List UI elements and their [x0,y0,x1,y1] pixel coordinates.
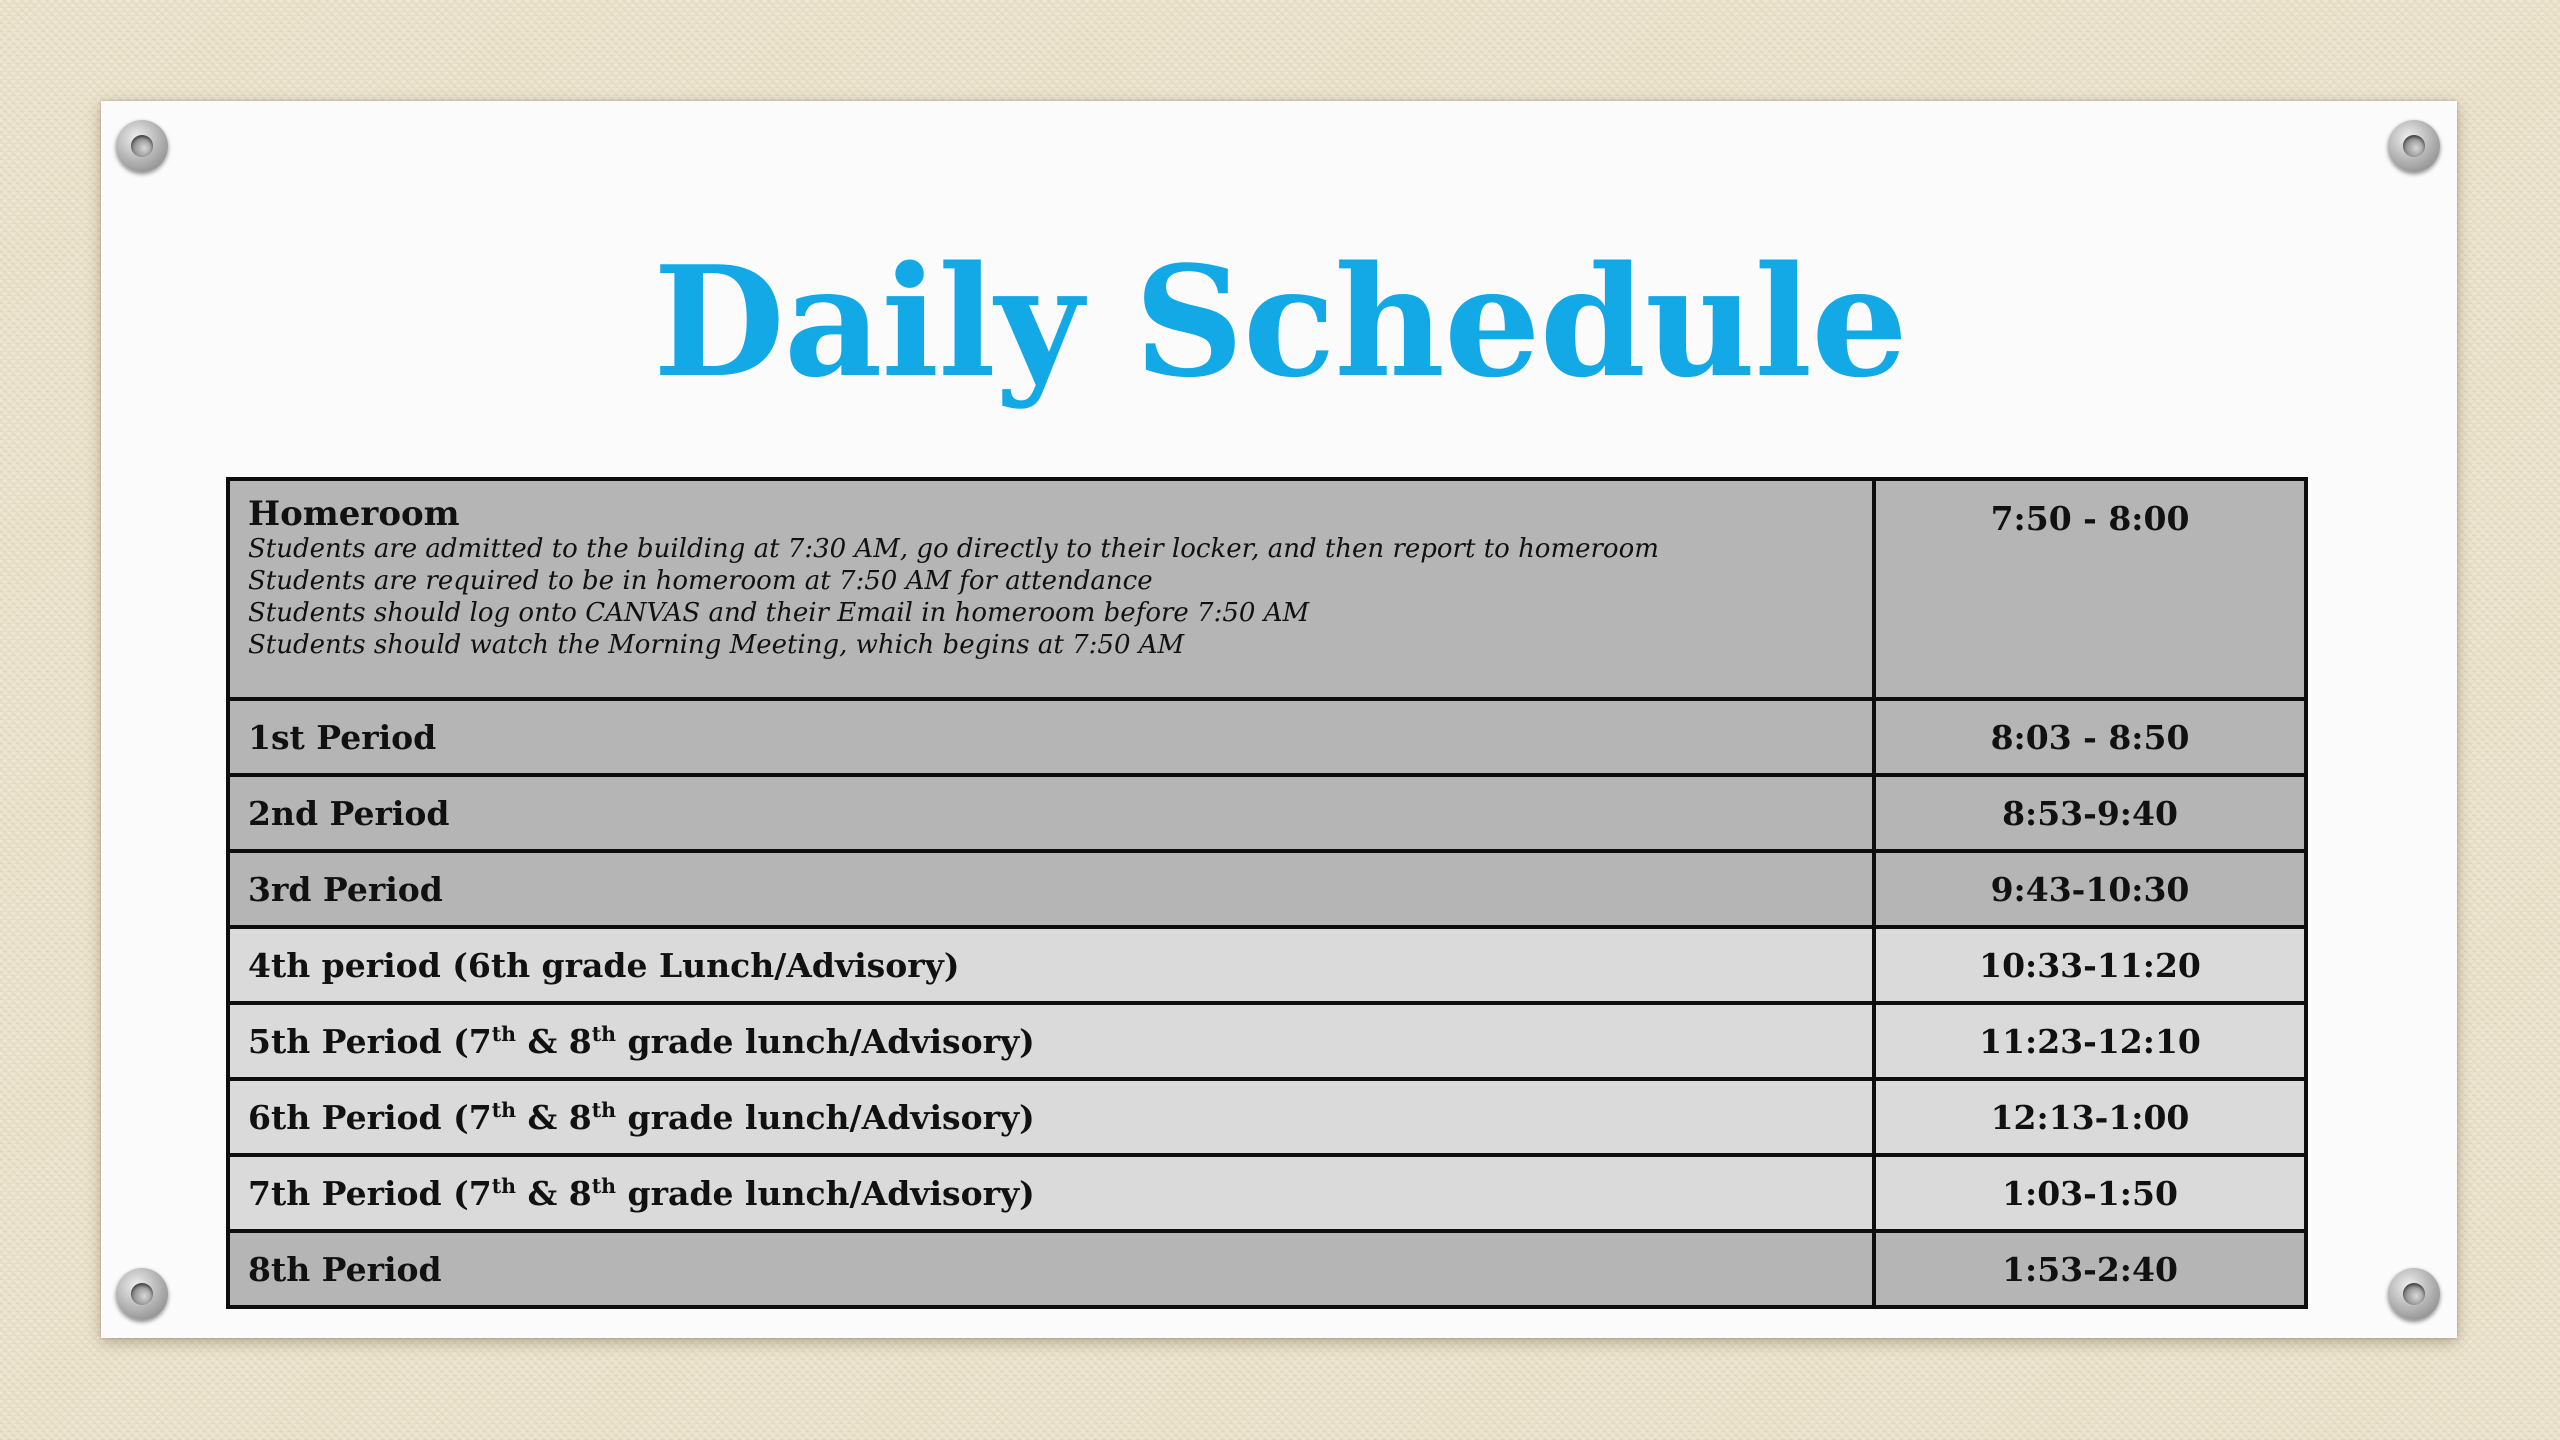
grommet-top-left-icon [116,120,168,172]
homeroom-label: Homeroom [248,494,460,534]
period-label-mid: & 8 [516,1173,592,1213]
period-time: 12:13-1:00 [1874,1079,2306,1155]
ordinal-suffix: th [591,1021,617,1046]
homeroom-time: 7:50 - 8:00 [1874,479,2306,699]
period-time: 8:03 - 8:50 [1874,699,2306,775]
period-label-mid: & 8 [516,1097,592,1137]
homeroom-note: Students should log onto CANVAS and their Email in homeroom before 7:50 AM [248,598,1310,628]
homeroom-note: Students are admitted to the building at 7:30 AM, go directly to their locker, and then report to homeroom [248,534,1659,564]
page-title: Daily Schedule [653,232,1907,411]
period-label [228,1155,1874,1231]
period-time: 1:03-1:50 [1874,1155,2306,1231]
homeroom-cell [228,479,1874,699]
schedule-table [226,477,2308,1309]
period-label-suffix: grade lunch/Advisory) [616,1173,1035,1213]
period-label-prefix: 6th Period (7 [248,1097,492,1137]
ordinal-suffix: th [491,1097,516,1122]
period-label-prefix: 5th Period (7 [248,1021,492,1061]
period-label: 2nd Period [228,775,1874,851]
homeroom-note: Students should watch the Morning Meeting, which begins at 7:50 AM [248,630,1185,660]
period-time: 10:33-11:20 [1874,927,2306,1003]
schedule-row-8th-period [228,1231,2306,1307]
period-label: 4th period (6th grade Lunch/Advisory) [228,927,1874,1003]
grommet-bottom-left-icon [116,1268,168,1320]
period-label: 1st Period [228,699,1874,775]
period-time: 1:53-2:40 [1874,1231,2306,1307]
ordinal-suffix: th [491,1021,516,1046]
schedule-row-3rd-period [228,851,2306,927]
period-label: 3rd Period [228,851,1874,927]
period-label-prefix: 7th Period (7 [248,1173,492,1213]
period-label [228,1079,1874,1155]
homeroom-note: Students are required to be in homeroom at 7:50 AM for attendance [248,566,1153,596]
period-time: 11:23-12:10 [1874,1003,2306,1079]
schedule-row-7th-period [228,1155,2306,1231]
period-time: 8:53-9:40 [1874,775,2306,851]
period-label [228,1003,1874,1079]
ordinal-suffix: th [491,1173,516,1198]
period-label: 8th Period [228,1231,1874,1307]
schedule-row-2nd-period [228,775,2306,851]
period-label-mid: & 8 [516,1021,592,1061]
grommet-top-right-icon [2388,120,2440,172]
schedule-row-6th-period [228,1079,2306,1155]
period-time: 9:43-10:30 [1874,851,2306,927]
period-label-suffix: grade lunch/Advisory) [616,1097,1035,1137]
schedule-row-4th-period [228,927,2306,1003]
ordinal-suffix: th [591,1097,617,1122]
schedule-row-1st-period [228,699,2306,775]
grommet-bottom-right-icon [2388,1268,2440,1320]
schedule-row-5th-period [228,1003,2306,1079]
ordinal-suffix: th [591,1173,617,1198]
schedule-row-homeroom [228,479,2306,699]
period-label-suffix: grade lunch/Advisory) [616,1021,1035,1061]
